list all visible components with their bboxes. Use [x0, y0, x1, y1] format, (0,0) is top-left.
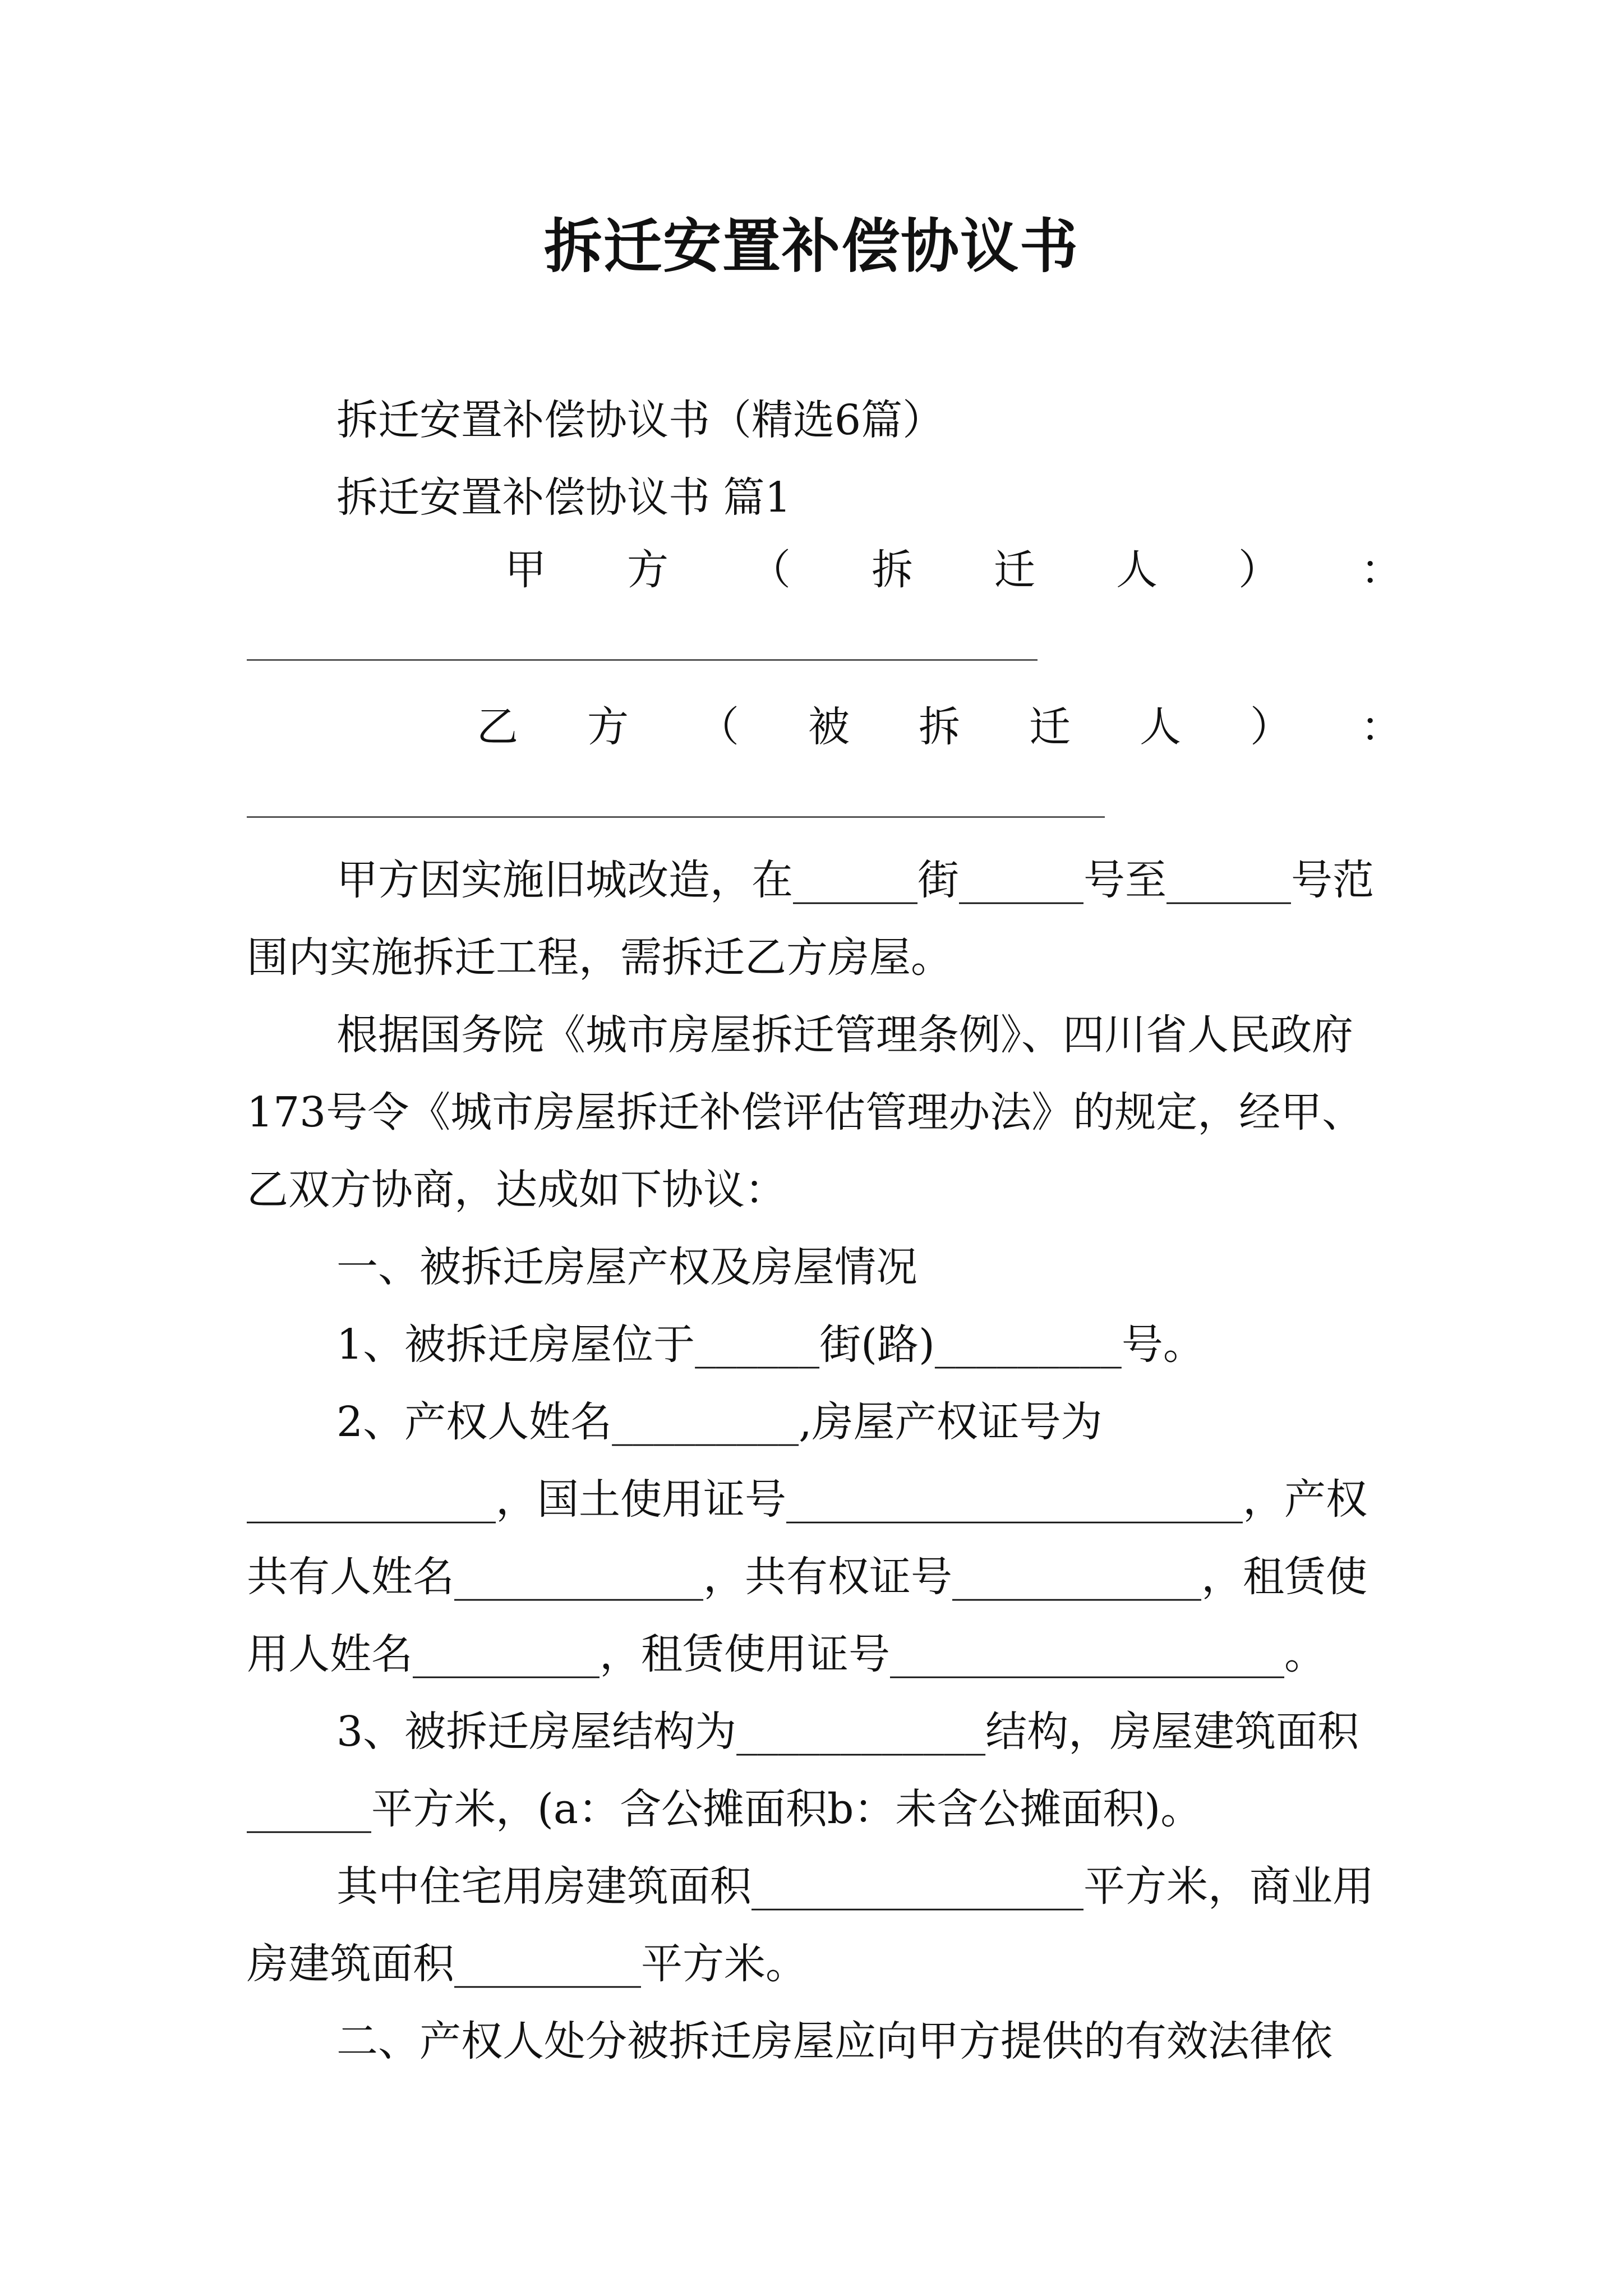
item-2: 2、产权人姓名_________,房屋产权证号为____________，国土使用证号______________________，产权共有人姓名____________，共有权证号____________，租赁使用人姓名_________，租赁使用证号___________________。	[247, 1398, 1367, 1678]
party-b-char: 人	[1140, 703, 1181, 751]
party-b-line	[477, 696, 1402, 752]
party-b-char: 被	[808, 703, 850, 751]
party-b-char: （	[698, 703, 739, 751]
item-1: 1、被拆迁房屋位于______街(路)_________号。	[336, 1320, 1205, 1369]
item-3-detail: 其中住宅用房建筑面积________________平方米，商业用房建筑面积_________平方米。	[247, 1862, 1374, 1988]
item-3: 3、被拆迁房屋结构为____________结构，房屋建筑面积______平方米，(a：含公摊面积b：未含公摊面积)。	[247, 1708, 1359, 1833]
party-a-char: ）	[1238, 546, 1280, 594]
party-b-char: ：	[1361, 703, 1402, 751]
party-b-char: 拆	[919, 703, 960, 751]
party-b-blank-line	[247, 816, 1105, 818]
party-a-blank-line	[247, 659, 1038, 661]
party-b-char: 方	[587, 703, 629, 751]
paragraph-basis: 根据国务院《城市房屋拆迁管理条例》、四川省人民政府173号令《城市房屋拆迁补偿评估管理办法》的规定，经甲、乙双方协商，达成如下协议：	[247, 1011, 1364, 1214]
party-a-char: （	[749, 546, 791, 594]
heading-section-2: 二、产权人处分被拆迁房屋应向甲方提供的有效法律依	[336, 2017, 1332, 2065]
page-title: 拆迁安置补偿协议书	[543, 211, 1079, 280]
party-a-line	[505, 539, 1402, 595]
party-a-char: 拆	[872, 546, 913, 594]
heading-section-1: 一、被拆迁房屋产权及房屋情况	[336, 1243, 917, 1291]
party-b-char: 乙	[477, 703, 518, 751]
party-a-char: 方	[627, 546, 668, 594]
party-a-char: 迁	[994, 546, 1035, 594]
party-b-char: ）	[1250, 703, 1292, 751]
subtitle: 拆迁安置补偿协议书（精选6篇）	[336, 396, 944, 444]
party-b-char: 迁	[1029, 703, 1071, 751]
section-heading: 拆迁安置补偿协议书 篇1	[336, 473, 791, 522]
party-a-char: 人	[1116, 546, 1158, 594]
party-a-char: ：	[1361, 546, 1402, 594]
paragraph-intro: 甲方因实施旧城改造，在______街______号至______号范围内实施拆迁工程，需拆迁乙方房屋。	[247, 856, 1374, 982]
party-a-char: 甲	[505, 546, 546, 594]
